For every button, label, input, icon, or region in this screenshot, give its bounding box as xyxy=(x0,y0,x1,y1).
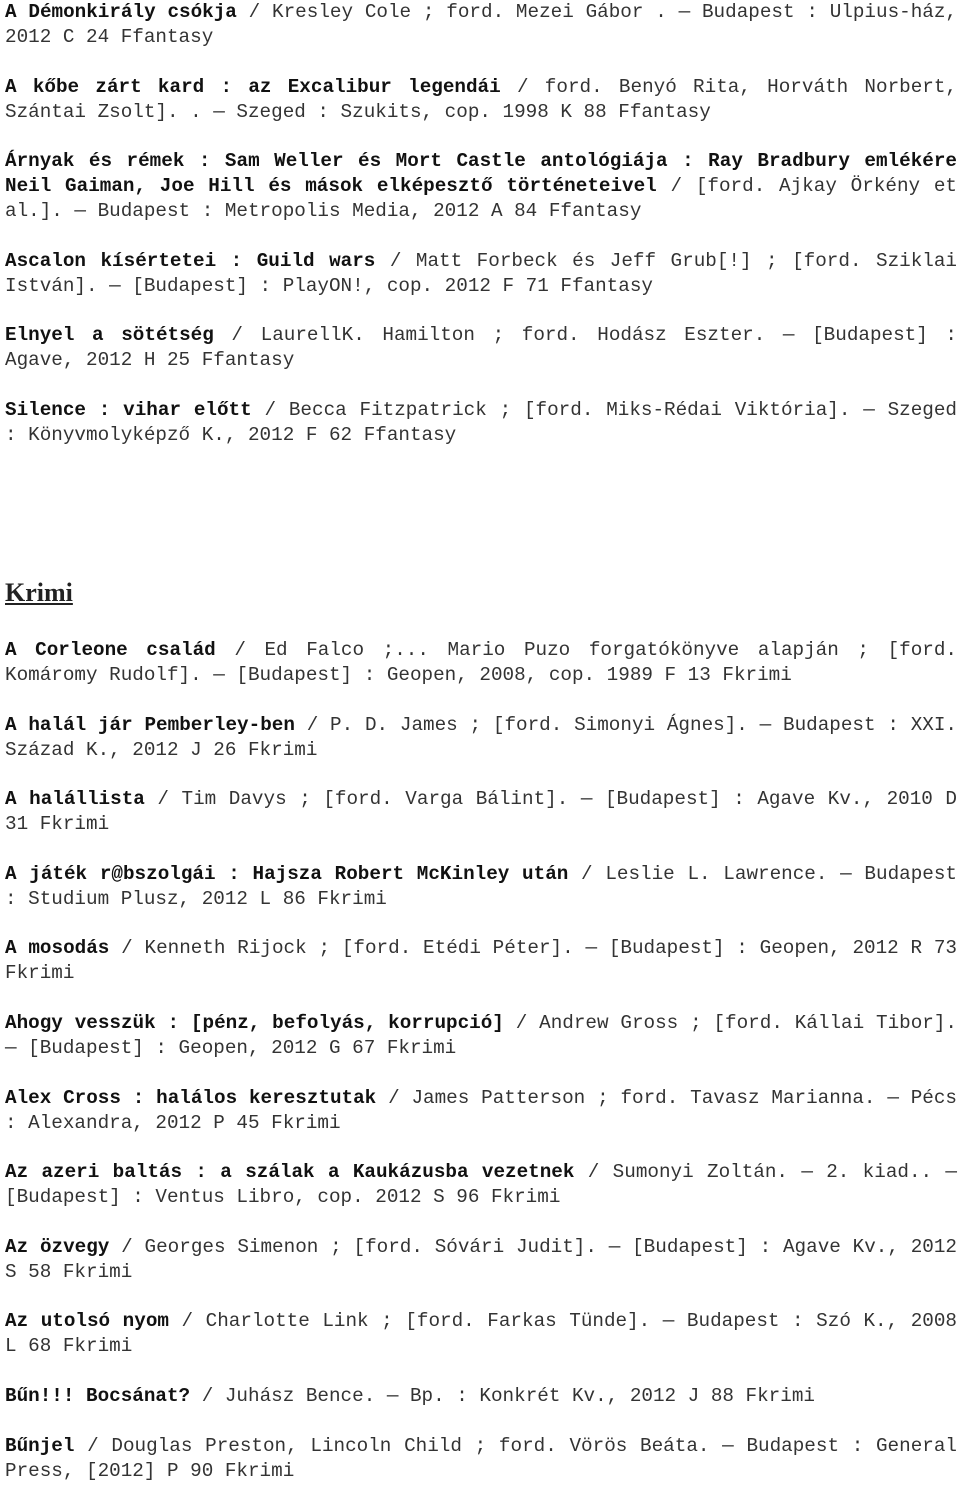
catalog-entry xyxy=(5,1235,957,1285)
entry-title: Bűnjel xyxy=(5,1434,75,1457)
section-heading-krimi: Krimi xyxy=(5,578,73,607)
entry-title: Az azeri baltás : a szálak a Kaukázusba vezetnek xyxy=(5,1161,575,1184)
entry-details: / Douglas Preston, Lincoln Child ; ford. Vörös Beáta. — Budapest : General Press, [2012] P 90 Fkrimi xyxy=(5,1434,957,1482)
entry-title: Alex Cross : halálos keresztutak xyxy=(5,1086,377,1109)
catalog-entry xyxy=(5,1160,957,1210)
entry-title: A Démonkirály csókja xyxy=(5,1,237,23)
entry-title: A halál jár Pemberley-ben xyxy=(5,713,295,736)
catalog-entry xyxy=(5,1309,957,1359)
catalog-entry xyxy=(5,1384,957,1409)
catalog-entry xyxy=(5,0,957,50)
entry-details: / Kresley Cole ; ford. Mezei Gábor . — Budapest : Ulpius-ház, 2012 C 24 Ffantasy xyxy=(5,1,957,48)
entry-title: A játék r@bszolgái : Hajsza Robert McKinley után xyxy=(5,862,569,885)
entry-details: / Tim Davys ; [ford. Varga Bálint]. — [Budapest] : Agave Kv., 2010 D 31 Fkrimi xyxy=(5,788,957,836)
krimi-entry-list xyxy=(5,638,957,1508)
entry-details: / LaurellK. Hamilton ; ford. Hodász Eszter. — [Budapest] : Agave, 2012 H 25 Ffantasy xyxy=(5,324,958,372)
catalog-entry xyxy=(5,638,957,688)
catalog-entry xyxy=(5,713,957,763)
entry-title: A halállista xyxy=(5,788,145,811)
entry-details: / ford. Benyó Rita, Horváth Norbert, Szántai Zsolt]. . — Szeged : Szukits, cop. 1998 K 88 Ffantasy xyxy=(5,75,957,123)
entry-details: / Matt Forbeck és Jeff Grub[!] ; [ford. Sziklai István]. — [Budapest] : PlayON!, cop. 2012 F 71 Ffantasy xyxy=(5,249,957,297)
entry-title: Az utolsó nyom xyxy=(5,1310,169,1333)
catalog-entry xyxy=(5,936,957,986)
catalog-entry xyxy=(5,1434,957,1484)
entry-title: A Corleone család xyxy=(5,639,216,661)
entry-title: Ascalon kísértetei : Guild wars xyxy=(5,249,376,272)
catalog-entry xyxy=(5,249,957,299)
fantasy-entry-list xyxy=(5,0,957,473)
catalog-entry xyxy=(5,75,957,125)
entry-details: / Georges Simenon ; [ford. Sóvári Judit]. — [Budapest] : Agave Kv., 2012 S 58 Fkrimi xyxy=(5,1235,958,1283)
entry-details: / Ed Falco ;... Mario Puzo forgatókönyve alapján ; [ford. Komáromy Rudolf]. — [Budapest] : Geopen, 2008, cop. 1989 F 13 Fkrimi xyxy=(5,639,957,686)
entry-title: Elnyel a sötétség xyxy=(5,324,214,347)
entry-title: Bűn!!! Bocsánat? xyxy=(5,1384,191,1407)
catalog-entry xyxy=(5,787,957,837)
entry-details: / P. D. James ; [ford. Simonyi Ágnes]. — Budapest : XXI. Század K., 2012 J 26 Fkrimi xyxy=(5,713,957,761)
catalog-entry xyxy=(5,323,957,373)
catalog-entry xyxy=(5,398,957,448)
entry-details: / Leslie L. Lawrence. — Budapest : Studium Plusz, 2012 L 86 Fkrimi xyxy=(5,862,957,910)
entry-details: / [ford. Ajkay Örkény et al.]. — Budapest : Metropolis Media, 2012 A 84 Ffantasy xyxy=(5,175,957,223)
entry-title: Árnyak és rémek : Sam Weller és Mort Castle antológiája : Ray Bradbury emlékére Neil Gaiman, Joe Hill és mások elképesztő történeteivel xyxy=(5,150,957,198)
catalog-entry xyxy=(5,1011,957,1061)
entry-details: / Kenneth Rijock ; [ford. Etédi Péter]. — [Budapest] : Geopen, 2012 R 73 Fkrimi xyxy=(5,937,958,985)
catalog-entry xyxy=(5,149,957,224)
entry-title: Az özvegy xyxy=(5,1235,110,1258)
entry-details: / James Patterson ; ford. Tavasz Marianna. — Pécs : Alexandra, 2012 P 45 Fkrimi xyxy=(5,1086,957,1134)
entry-title: A mosodás xyxy=(5,937,110,960)
entry-details: / Sumonyi Zoltán. — 2. kiad.. — [Budapest] : Ventus Libro, cop. 2012 S 96 Fkrimi xyxy=(5,1161,958,1209)
entry-title: A kőbe zárt kard : az Excalibur legendái xyxy=(5,75,501,98)
catalog-entry xyxy=(5,862,957,912)
entry-details: / Charlotte Link ; [ford. Farkas Tünde]. — Budapest : Szó K., 2008 L 68 Fkrimi xyxy=(5,1310,957,1358)
catalog-entry xyxy=(5,1086,957,1136)
entry-details: / Andrew Gross ; [ford. Kállai Tibor]. — [Budapest] : Geopen, 2012 G 67 Fkrimi xyxy=(5,1011,957,1059)
entry-title: Ahogy vesszük : [pénz, befolyás, korrupció] xyxy=(5,1011,504,1034)
entry-details: / Juhász Bence. — Bp. : Konkrét Kv., 2012 J 88 Fkrimi xyxy=(190,1384,815,1407)
entry-title: Silence : vihar előtt xyxy=(5,398,252,421)
entry-details: / Becca Fitzpatrick ; [ford. Miks-Rédai Viktória]. — Szeged : Könyvmolyképző K., 2012 F 62 Ffantasy xyxy=(5,398,957,446)
